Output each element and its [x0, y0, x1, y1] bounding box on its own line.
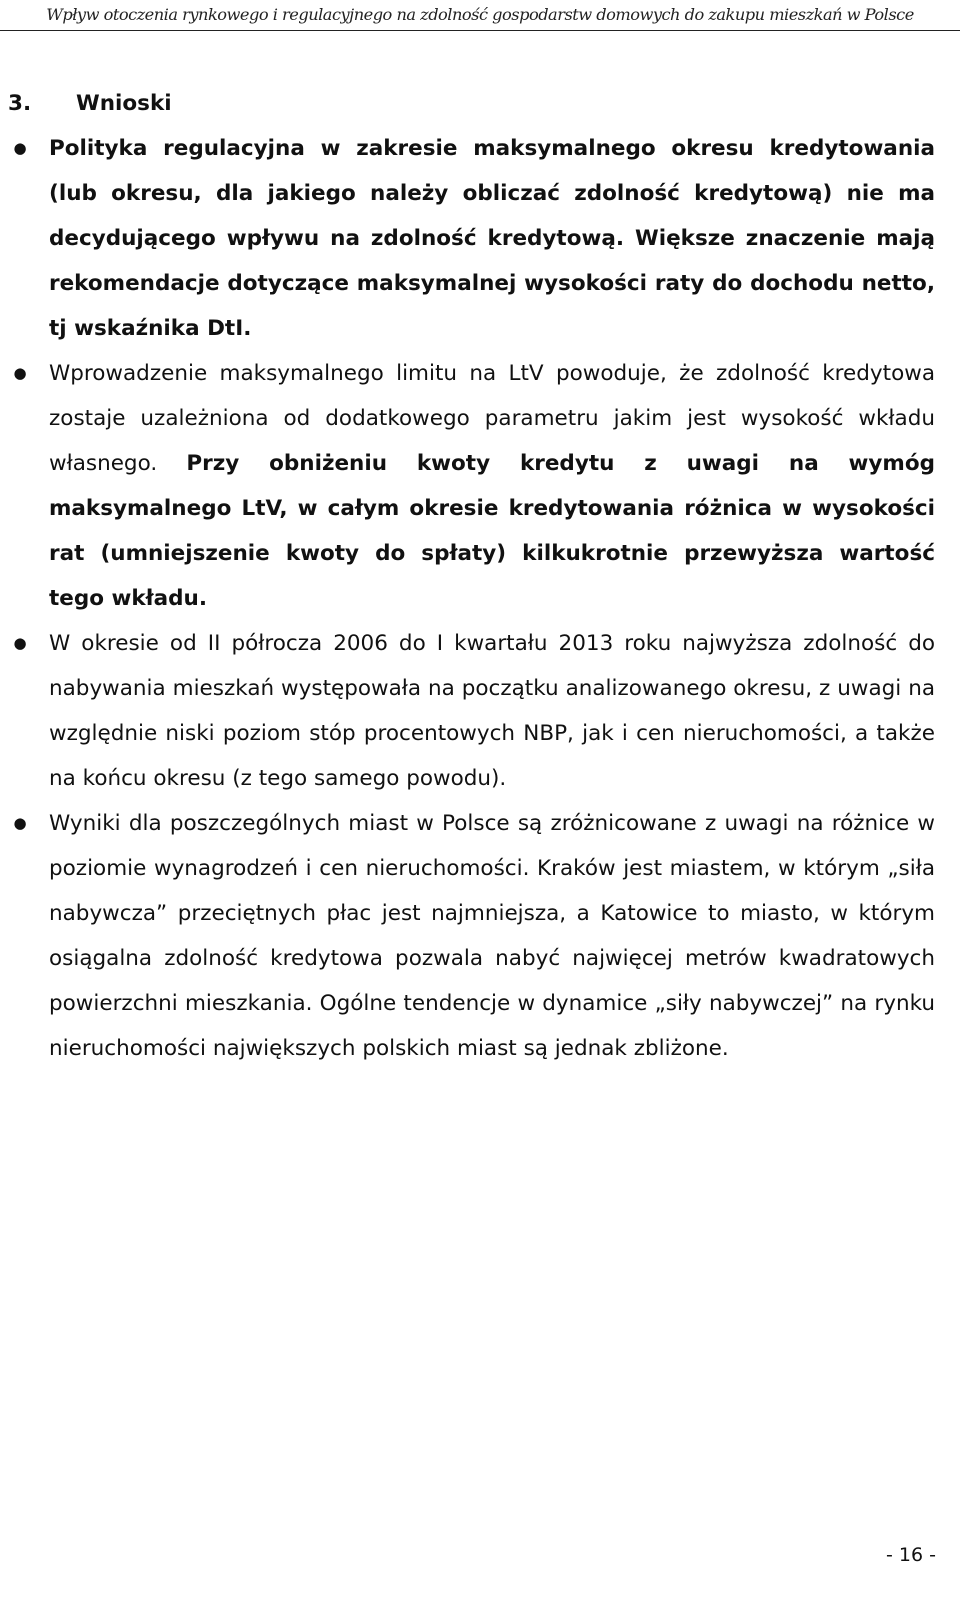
bullet-dot-icon: ●	[13, 364, 27, 382]
bullet-text: W okresie od II półrocza 2006 do I kwartału 2013 roku najwyższa zdolność do nabywania mieszkań występowała na początku analizowanego okresu, z uwagi na względnie niski poziom stóp procentowych NBP, jak i cen nieruchomości, a także na końcu okresu (z tego samego powodu).	[49, 631, 935, 791]
list-item	[13, 351, 935, 621]
section-number: 3.	[8, 91, 32, 116]
section-title: Wnioski	[76, 91, 172, 116]
bullet-text-bold: Polityka regulacyjna w zakresie maksymalnego okresu kredytowania (lub okresu, dla jakiego należy obliczać zdolność kredytową) nie ma decydującego wpływu na zdolność kredytową. Większe znaczenie mają rekomendacje dotyczące maksymalnej wysokości raty do dochodu netto, tj wskaźnika DtI.	[49, 136, 935, 341]
list-item	[13, 621, 935, 801]
bullet-text: Wyniki dla poszczególnych miast w Polsce są zróżnicowane z uwagi na różnice w poziomie wynagrodzeń i cen nieruchomości. Kraków jest miastem, w którym „siła nabywcza” przeciętnych płac jest najmniejsza, a Katowice to miasto, w którym osiągalna zdolność kredytowa pozwala nabyć najwięcej metrów kwadratowych powierzchni mieszkania. Ogólne tendencje w dynamice „siły nabywczej” na rynku nieruchomości największych polskich miast są jednak zbliżone.	[49, 811, 935, 1061]
bullet-text-bold: Przy obniżeniu kwoty kredytu z uwagi na wymóg maksymalnego LtV, w całym okresie kredytowania różnica w wysokości rat (umniejszenie kwoty do spłaty) kilkukrotnie przewyższa wartość tego wkładu.	[49, 451, 935, 611]
section-heading	[8, 88, 172, 120]
bullet-text: Wprowadzenie maksymalnego limitu na LtV powoduje, że zdolność kredytowa zostaje uzależniona od dodatkowego parametru jakim jest wysokość wkładu własnego.	[49, 361, 935, 476]
bullet-dot-icon: ●	[13, 814, 27, 832]
bullet-dot-icon: ●	[13, 634, 27, 652]
list-item	[13, 126, 935, 351]
conclusions-list	[13, 126, 935, 1071]
list-item	[13, 801, 935, 1071]
page-number: - 16 -	[886, 1544, 936, 1566]
bullet-dot-icon: ●	[13, 139, 27, 157]
running-header: Wpływ otoczenia rynkowego i regulacyjnego na zdolność gospodarstw domowych do zakupu mieszkań w Polsce	[0, 0, 960, 31]
